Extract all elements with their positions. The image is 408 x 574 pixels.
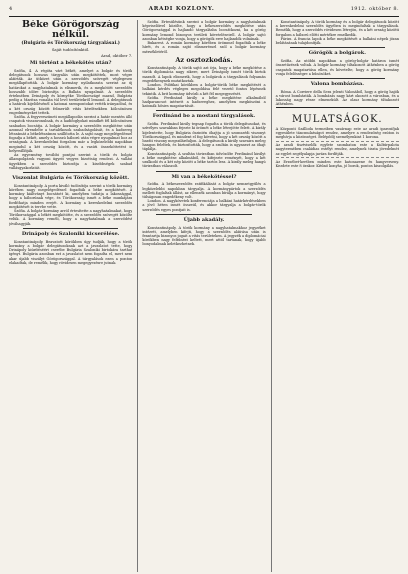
article-body xyxy=(142,122,265,168)
column-2 xyxy=(137,20,265,572)
main-subtitle: (Bulgária és Törökország tárgyalásai.) xyxy=(21,40,120,46)
ads-body xyxy=(276,127,399,169)
article-body xyxy=(276,59,399,76)
article-body xyxy=(142,20,265,54)
article-body xyxy=(142,226,265,247)
article-body xyxy=(142,66,265,108)
paragraph: London. Politikai körökben a bolgár-török béke megkötését a balkáni kérdés végleges megoldása felé vezető fontos lépésnek tekintik. A brit kormány üdvözli a két fél megegyezését. xyxy=(142,83,266,96)
article-body xyxy=(9,240,132,265)
article-body xyxy=(276,90,399,107)
paragraph: Párizs. A francia lapok a béke megkötését a balkáni népek józan belátásának tulajdonítják. xyxy=(275,36,399,46)
section-head: Mi történt a békekötés után? xyxy=(29,59,112,66)
paragraph: Róma. A Corriere della Sera jelenti Valonából, hogy a görög hajók a várost bombázták. A bombázás nagy kárt okozott a városban, és a lakosság nagy része elmenekült. Az olasz kormány tiltakozott Athénben. xyxy=(275,89,399,107)
section-head: Az osztozkodás. xyxy=(175,55,233,64)
paragraph: Szófia. Értesülésünk szerint a bolgár kormány a nagyhatalmak képviselőivel közölte, hogy a békeszerződés megkötése után Görögországgal is hajlandó tárgyalásba bocsátkozni, ha a görög kormány lemond bizonyos területi követeléseiről. A bolgár sajtó azonban kétségbe vonja, hogy a görögök erre hajlandók volnának. xyxy=(142,20,266,41)
paragraph: Szófia. Ferdinánd király a béke megkötése alkalmából hadparancsot intézett a hadsereghez, amelyben megköszöni a katonák hősies magatartását. xyxy=(142,95,266,109)
dateline: Arad, október 7. xyxy=(100,52,133,58)
main-headline: Béke Görögország nélkül. xyxy=(22,20,120,40)
page-number: 4 xyxy=(9,6,13,12)
paragraph: Szófia. Az utóbbi napokban a görög-bolgár határon ismét összetűzések voltak. A bolgár kormány tiltakozott Athénben a görög csapatok magatartása ellen, és követelte, hogy a görög kormány vonja felelősségre a bűnösöket. xyxy=(275,59,399,76)
paragraph: Szófia. Ferdinánd király tegnap fogadta a török delegátusokat, és szívélyes szavakban fejezte ki örömét a béke létrejötte felett. A király kijelentette, hogy Bulgária őszintén óhajtja a jó szomszédi viszonyt Törökországgal, és mindent el fog követni, hogy a két ország között a baráti viszony megszilárduljon. A delegátusok a király szavaira meleg hangon feleltek, és biztosították, hogy a szultán is ugyanezt az óhajt táplálja. xyxy=(142,122,266,152)
paragraph: Az aradi tisztviselők egylete szombaton este a Kultúrpalota nagytermében családias estélyt rendez, amelynek tiszta jövedelmét az egylet segélyalapja javára fordítják. xyxy=(275,143,399,156)
column-3 xyxy=(271,20,399,572)
columns xyxy=(9,20,399,572)
paragraph: Szófia. A fegyverszüneti megállapodás szerint a határ mentén álló csapatok visszavonulnak, és a hadifoglyokat mindkét fél kölcsönösen szabadon bocsátja. A bolgár kormány a szerződés megkötése után azonnal elrendelte a tartalékosok szabadságolását, és a hadsereg létszámát a békelétszámra szállította le. A sajtó nagy megelégedéssel fogadja a békét, amely a hosszú háború után végre nyugalmat hoz az országnak. A kereskedelmi forgalom már a legközelebbi napokban megindul a két ország között, és a vasúti összeköttetést is helyreállítják. xyxy=(9,115,133,153)
paragraph: Konstantinápoly. A porta kiváló tudósítója szerint a török kormány körében nagy megelégedéssel fogadták a béke megkötését. A kormány kiáltványt bocsátott ki, amelyben tudatja a lakossággal, hogy a háborúnak vége, és Törökország ismét a béke munkájára fordíthatja minden erejét. A kormány a kereskedelmi szerződés megkötését is tervbe vette. xyxy=(9,183,133,209)
divider xyxy=(156,214,251,215)
divider xyxy=(156,171,251,172)
ads-title: MULATSÁGOK. xyxy=(292,113,383,125)
divider xyxy=(290,47,385,48)
paragraph: Az egyezmény további pontjai szerint a török és bolgár állampolgárok vagyoni ügyeit vegyes bizottság rendezi. A vallási ügyekben a szerződés biztosítja a kisebbségek szabad vallásgyakorlatát. xyxy=(9,153,133,170)
divider xyxy=(156,110,251,111)
divider xyxy=(23,228,118,229)
paragraph: London. A nagykövetek konferenciája a balkáni határkérdésekben a jövő héten ismét összeül, és akkor tárgyalja a bolgár-török szerződés egyes pontjait is. xyxy=(142,199,266,212)
paragraph: A Központi Szálloda termeiben vasárnap este az aradi iparosifjak egyesülete táncmulatságot rendez, amelyre a rendezőség ezúton is meghívja a közönséget. Belépődíj személyenkint 1 korona. xyxy=(275,126,399,139)
article-body xyxy=(9,69,132,170)
section-head: Drinápoly és Szaloniki kicserélése. xyxy=(21,230,120,237)
issue-date: 1912. október 8. xyxy=(350,6,399,12)
paragraph: Konstantinápoly. A török kormány és a bolgár delegátusok között a kereskedelmi szerződés ügyében is megindultak a tárgyalások. Remélik, hogy a szerződés rövidesen létrejön, és a két ország közötti forgalom a háború előtti mértékre emelkedik. xyxy=(275,20,399,37)
paragraph: Konstantinápoly. A szultán táviratban üdvözölte Ferdinánd királyt a béke megkötése alkalmából, és kifejezte reményét, hogy a két uralkodó és a két nép között a béke tartós lesz. A király meleg hangú táviratban válaszolt. xyxy=(142,151,266,169)
section-head: Valona bombázása. xyxy=(310,80,364,87)
divider xyxy=(23,172,118,173)
section-head: Ferdinánd bo a mostani tárgyalások. xyxy=(152,113,256,120)
paragraph: Az Erzsébet-kertben minden este katonazene és hangverseny. Kezdete este 8 órakor. Kitűnő konyha, jó borok, pontos kiszolgálás. xyxy=(275,159,399,169)
ads-section xyxy=(276,107,399,169)
paragraph: Szófia. A békeszerződés ratifikálását a bolgár nemzetgyűlés a legközelebbi napokban tárgyalja. A kormánypártok a szerződés mellett foglaltak állást, az ellenzék azonban bírálja a kormányt, hogy túlságosan engedékeny volt. xyxy=(142,182,266,199)
byline: Saját tudósítónktól. xyxy=(51,46,90,52)
section-head: Viszonlat Bulgária és Törökország között. xyxy=(12,174,130,181)
article-body xyxy=(276,20,399,45)
paragraph: Szófia. A bolgár kormány arról értesítette a nagyhatalmakat, hogy Törökországgal a békét megkötötte, és a szerződés szövegét közölte velük. A kormány reméli, hogy a nagyhatalmak a szerződést jóváhagyják. xyxy=(9,209,133,226)
divider xyxy=(290,78,385,79)
paragraph: Konstantinápoly. A török sajtó azt írja, hogy a béke megkötése a török diplomácia nagy sikere, mert Drinápoly ismét török birtok maradt. A lapok elismerik, hogy a bolgárok a tárgyalások folyamán engedékenynek mutatkoztak. xyxy=(142,66,266,83)
paragraph: Bukarest. A román kormány körében örömmel fogadták a béke hírét, és a román sajtó elismeréssel szól a bolgár kormány mérsékletéről. xyxy=(142,41,266,54)
article-body xyxy=(9,184,132,226)
section-head: Újabb akadály. xyxy=(183,216,225,223)
article-body xyxy=(142,182,265,212)
paragraph: Konstantinápoly. A török kormány a nagyhatalmakhoz jegyzéket intézett, amelyben kifejti, hogy a szerződés aláírása után is fenntartja bizonyos jogait a vitás területeken. A jegyzék a diplomáciai körökben nagy feltűnést keltett, mert attól tartanak, hogy újabb bonyodalmak keletkezhetnek. xyxy=(142,225,266,247)
section-head: Mi van a békekötéssel? xyxy=(171,173,237,180)
section-head: Görögök a bolgárok. xyxy=(308,50,366,57)
paragraph: Szófia, 4. A régóta várt békét, amelyet a bolgár és török delegátusok hosszas tárgyalás után megkötöttek, most végre aláírták. Az ütközet után a szerződés szövegét véglegesen megállapították. A bolgár kormány nyilatkozata szerint az új határokat a nagyhatalmak is elismerik, és a megkötött szerződés hosszabb időre biztosítja a Balkán nyugalmát. A szerződés értelmében Drinápoly és környéke Törökországé marad, Bulgária pedig a Maritza vonalán túl levő területekről lemond. A delegátusok a határok kijelölésénél a katonai szempontokat vették irányadóul, és a két ország között felmerült vitás kérdésekben kölcsönösen engedményeket tettek. xyxy=(9,68,133,115)
masthead xyxy=(9,6,399,17)
paragraph: Konstantinápoly. Beavatott körökben úgy tudják, hogy a török kormány a bolgár delegátusoknak azt a javaslatot tette, hogy Drinápoly kiürítéséért cserébe Bulgária Szaloniki birtokára tarthat igényt. Bulgária azonban ezt a javaslatot nem fogadta el, mert nem akar újabb viszályt Görögországgal. A tárgyalások ezen a ponton elakadtak, de remélik, hogy rövidesen megegyezésre jutnak. xyxy=(9,239,133,265)
ad-divider xyxy=(276,141,399,142)
paper-title: ARADI KOZLONY. xyxy=(148,6,215,12)
column-1 xyxy=(9,20,132,572)
ad-divider xyxy=(276,157,399,158)
